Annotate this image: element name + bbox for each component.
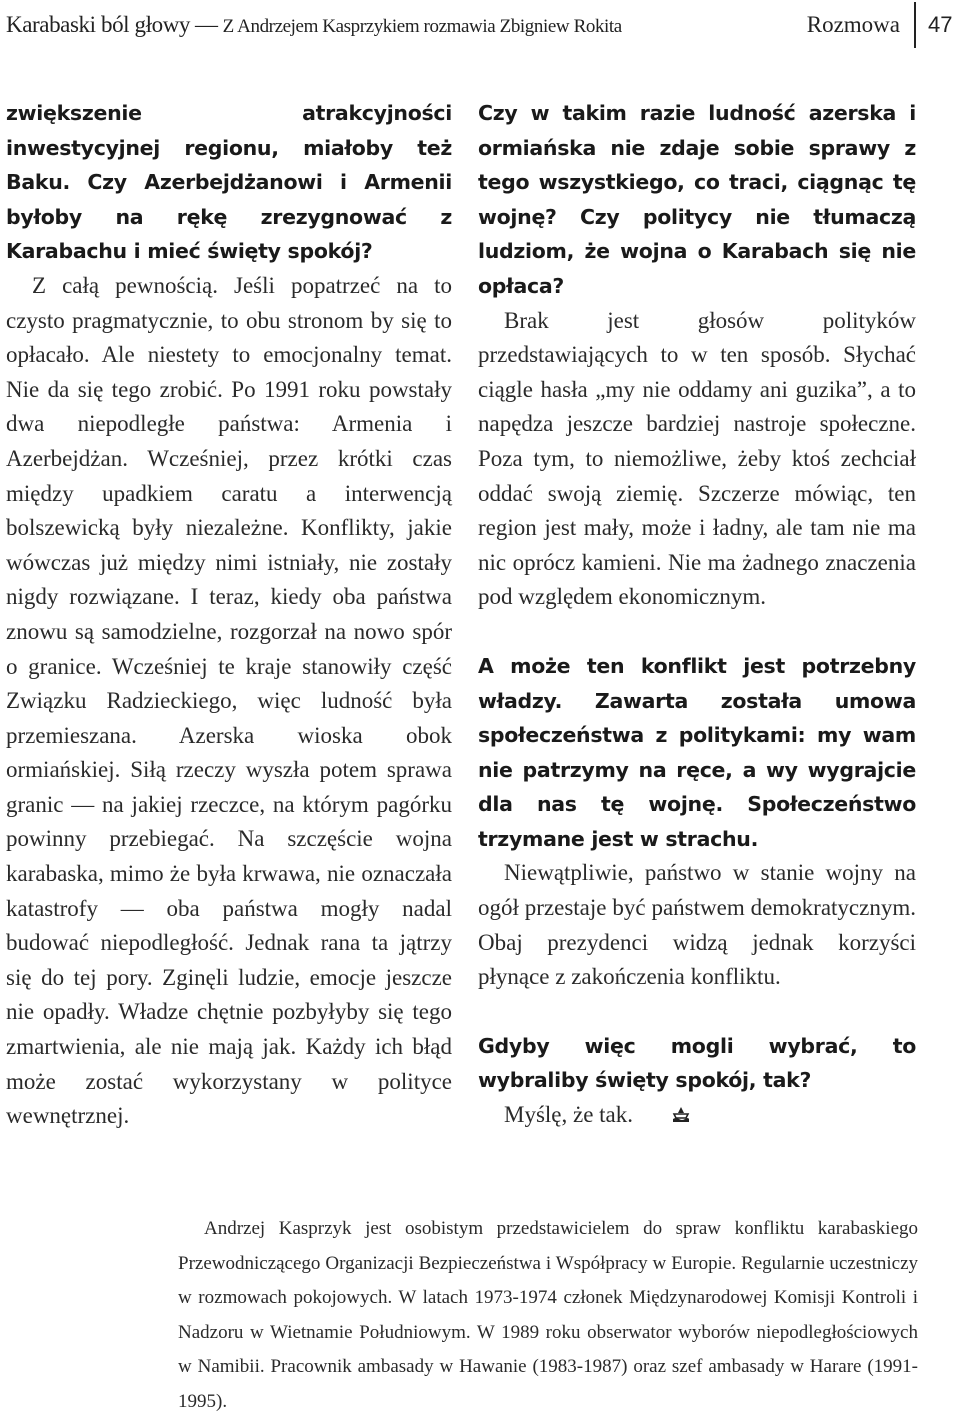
right-column bbox=[478, 96, 916, 1133]
answer-paragraph: Z całą pewnością. Jeśli popatrzeć na to czysto pragmatycznie, to obu stronom by się to opłacało. Ale niestety to emocjonalny temat. Nie da się tego zrobić. Po 1991 roku powstały dwa niepodległe państwa: Armenia i Azerbejdżan. Wcześniej, przez krótki czas między upadkiem caratu a interwencją bolszewicką były niezależne. Konflikty, jakie wówczas już między nimi istniały, nie zostały nigdy rozwiązane. I teraz, kiedy oba państwa znowu są samodzielne, rozgorzał na nowo spór o granice. Wcześniej te kraje stanowiły część Związku Radzieckiego, więc ludność była przemieszana. Azerska wioska obok ormiańskiej. Siłą rzeczy wyszła potem sprawa granic — na jakiej rzeczce, na którym pagórku powinny przebiegać. Na szczęście wojna karabaska, mimo że była krwawa, nie oznaczała katastrofy — oba państwa mogły nadal budować niepodległość. Jednak rana ta jątrzy się do tej pory. Zginęli ludzie, emocje jeszcze nie opadły. Władze chętnie pozbyłyby się tego zmartwienia, ale nie mają jak. Każdy ich błąd może zostać wykorzystany w polityce wewnętrznej. bbox=[6, 272, 452, 1129]
header-divider bbox=[914, 2, 916, 48]
author-bio: Andrzej Kasprzyk jest osobistym przedstawicielem do spraw konfliktu karabaskiego Przewodniczącego Organizacji Bezpieczeństwa i Współpracy w Europie. Regularnie uczestniczy w rozmowach pokojowych. W latach 1973-1974 członek Międzynarodowej Komisji Kontroli i Nadzoru w Wietnamie Południowym. W 1989 roku obserwator wyborów niepodległościowych w Namibii. Pracownik ambasady w Hawanie (1983-1987) oraz szef ambasady w Harare (1991-1995). bbox=[178, 1218, 918, 1412]
question-1: Czy w takim razie ludność azerska i ormiańska nie zdaje sobie sprawy z tego wszystkiego, co traci, ciągnąc tę wojnę? Czy politycy nie tłumaczą ludziom, że wojna o Karabach się nie opłaca? bbox=[478, 101, 916, 298]
answer-3: Myślę, że tak. bbox=[504, 1102, 634, 1128]
page-number: 47 bbox=[928, 12, 953, 37]
left-column bbox=[6, 96, 452, 1134]
interview-credit: Z Andrzejem Kasprzykiem rozmawia Zbigniew Rokita bbox=[222, 16, 622, 37]
answer-3-line bbox=[478, 1098, 916, 1133]
article-title: Karabaski ból głowy bbox=[6, 12, 191, 37]
running-head bbox=[6, 12, 622, 38]
answer-1: Brak jest głosów polityków przedstawiających to w ten sposób. Słychać ciągle hasła „my nie oddamy ani guzika”, a to napędza jeszcze bardziej nastroje społeczne. Poza tym, to niemożliwe, żeby ktoś zechciał oddać swoją ziemię. Szczerze mówiąc, ten region jest mały, może i ładny, ale tam nie ma nic oprócz kamieni. Nie ma żadnego znaczenia pod względem ekonomicznym. bbox=[478, 307, 916, 610]
question-continued: zwiększenie atrakcyjności inwestycyjnej regionu, miałoby też Baku. Czy Azerbejdżanowi i Armenii byłoby na rękę zrezygnować z Karabachu i mieć święty spokój? bbox=[6, 101, 452, 264]
ornament-end-icon bbox=[645, 1100, 665, 1118]
question-2: A może ten konflikt jest potrzebny władzy. Zawarta została umowa społeczeństwa z politykami: my wam nie patrzymy na ręce, a wy wygrajcie dla nas tę wojnę. Społeczeństwo trzymane jest w strachu. bbox=[478, 653, 916, 851]
paragraph-gap bbox=[478, 615, 916, 649]
paragraph-gap bbox=[478, 995, 916, 1029]
section-name: Rozmowa bbox=[806, 12, 900, 37]
answer-2: Niewątpliwie, państwo w stanie wojny na ogół przestaje być państwem demokratycznym. Obaj prezydenci widzą jednak korzyści płynące z zakończenia konfliktu. bbox=[478, 860, 916, 990]
page-header bbox=[0, 0, 960, 52]
question-3: Gdyby więc mogli wybrać, to wybraliby święty spokój, tak? bbox=[478, 1033, 916, 1093]
header-separator: — bbox=[195, 12, 218, 37]
